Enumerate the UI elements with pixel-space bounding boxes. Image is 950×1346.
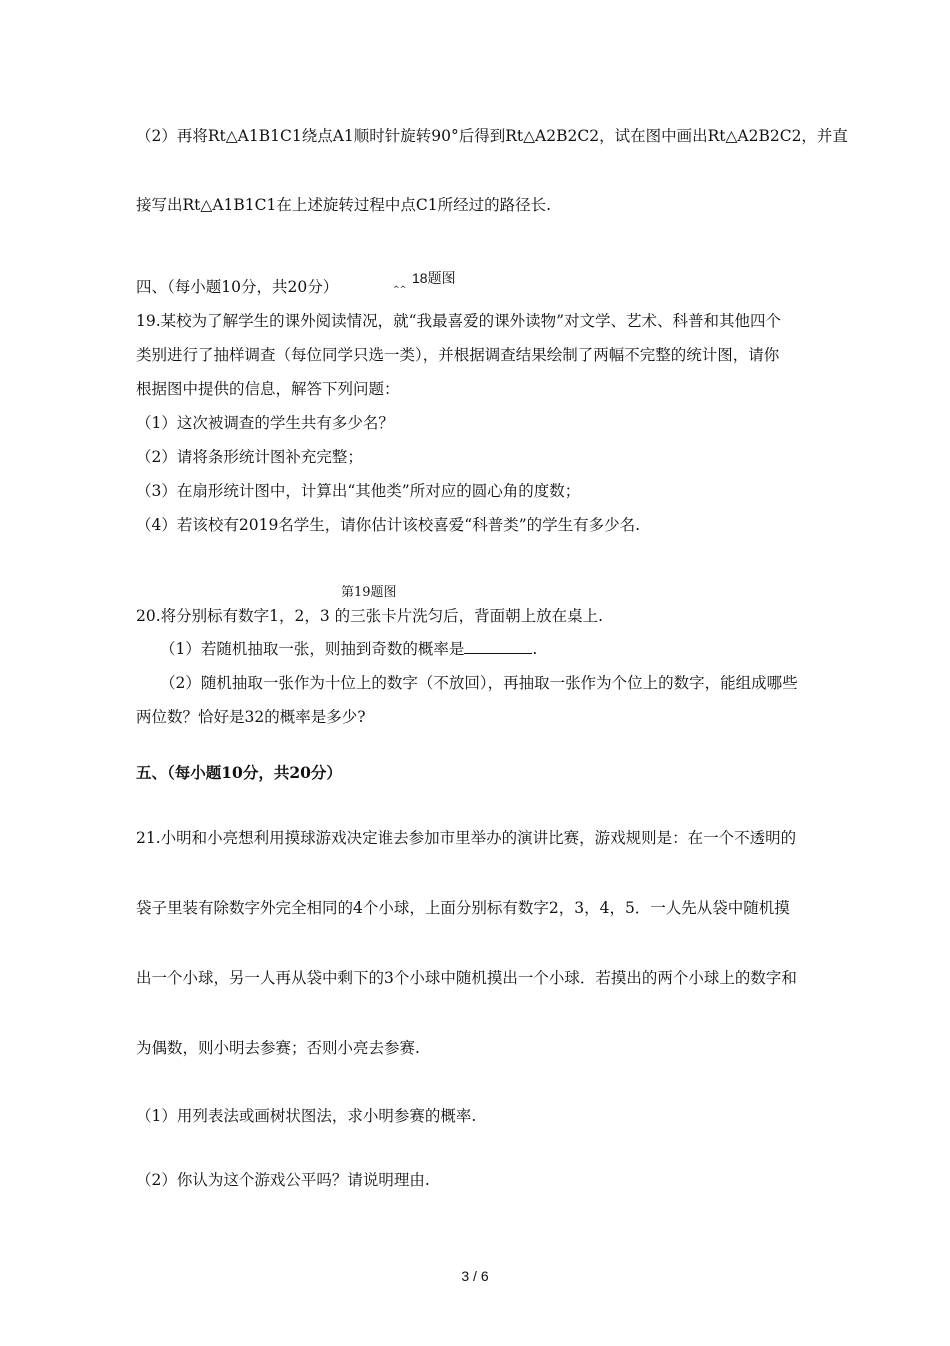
fig18-caption: 18题图 bbox=[412, 270, 456, 286]
q19-sub4: （4）若该校有2019名学生，请你估计该校喜爱“科普类”的学生有多少名. bbox=[136, 516, 641, 534]
figure-anchor-mark: ^^ bbox=[393, 285, 407, 294]
q21-line4: 为偶数，则小明去参赛；否则小亮去参赛. bbox=[136, 1039, 420, 1057]
q19-line1: 19.某校为了解学生的课外阅读情况，就“我最喜爱的课外读物”对文学、艺术、科普和其他四个 bbox=[136, 312, 782, 330]
q21-line3: 出一个小球，另一人再从袋中剩下的3个小球中随机摸出一个小球．若摸出的两个小球上的数字和 bbox=[136, 969, 797, 987]
section4-heading: 四、（每小题10分，共20分） bbox=[136, 278, 339, 296]
page-number: 3 / 6 bbox=[461, 1268, 489, 1284]
q20-sub1-text: （1）若随机抽取一张，则抽到奇数的概率是 bbox=[160, 640, 465, 658]
q19-sub2: （2）请将条形统计图补充完整； bbox=[136, 448, 363, 466]
q18-part2-line2: 接写出Rt△A1B1C1在上述旋转过程中点C1所经过的路径长. bbox=[136, 196, 551, 214]
q20-line1: 20.将分别标有数字1，2，3 的三张卡片洗匀后，背面朝上放在桌上. bbox=[136, 607, 604, 625]
q19-sub1: （1）这次被调查的学生共有多少名？ bbox=[136, 414, 394, 432]
q21-sub2: （2）你认为这个游戏公平吗？请说明理由. bbox=[136, 1171, 430, 1189]
q19-sub3: （3）在扇形统计图中，计算出“其他类”所对应的圆心角的度数； bbox=[136, 482, 581, 500]
q21-sub1: （1）用列表法或画树状图法，求小明参赛的概率. bbox=[136, 1107, 477, 1125]
q20-sub2-line2: 两位数？恰好是32的概率是多少? bbox=[136, 708, 366, 726]
q20-sub1 bbox=[160, 639, 537, 659]
q21-line1: 21.小明和小亮想利用摸球游戏决定谁去参加市里举办的演讲比赛，游戏规则是：在一个不透明的 bbox=[136, 829, 797, 847]
answer-blank bbox=[464, 639, 532, 654]
q21-line2: 袋子里装有除数字外完全相同的4个小球，上面分别标有数字2，3，4，5．一人先从袋中随机摸 bbox=[136, 899, 790, 917]
q20-sub1-period: . bbox=[532, 640, 538, 658]
section5-heading: 五、（每小题10分，共20分） bbox=[136, 763, 342, 782]
q19-line3: 根据图中提供的信息，解答下列问题： bbox=[136, 380, 400, 398]
q20-sub2-line1: （2）随机抽取一张作为十位上的数字（不放回），再抽取一张作为个位上的数字，能组成哪些 bbox=[160, 674, 798, 692]
fig19-caption: 第19题图 bbox=[341, 585, 397, 600]
q19-line2: 类别进行了抽样调查（每位同学只选一类），并根据调查结果绘制了两幅不完整的统计图，请你 bbox=[136, 346, 780, 364]
q18-part2-line1: （2）再将Rt△A1B1C1绕点A1顺时针旋转90°后得到Rt△A2B2C2，试在图中画出Rt△A2B2C2，并直 bbox=[136, 127, 848, 145]
